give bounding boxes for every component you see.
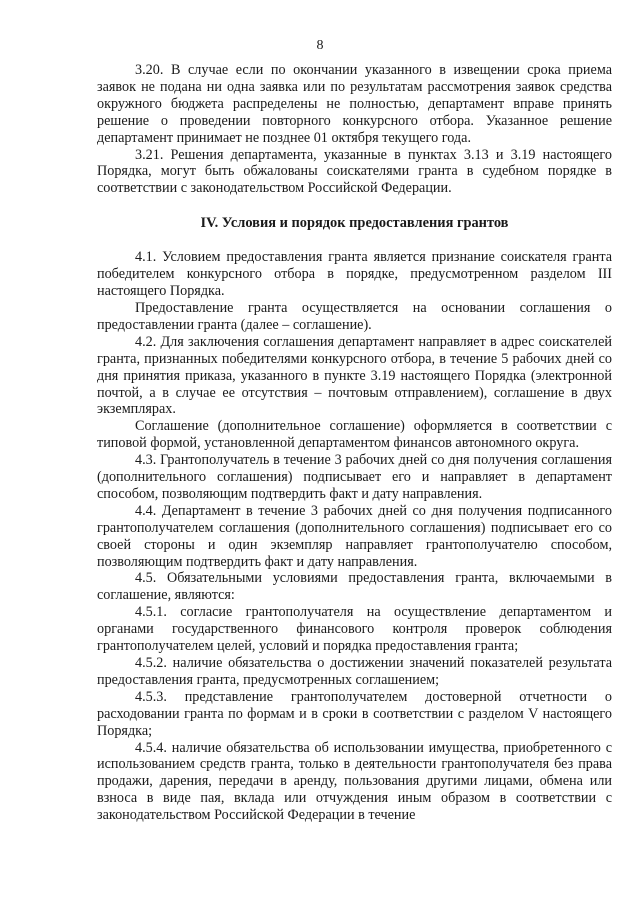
- paragraph-4-5-1: 4.5.1. согласие грантополучателя на осуществление департаментом и органами государственного финансового контроля проверок соблюдения грантополучателем целей, условий и порядка предоставления гранта;: [97, 604, 612, 655]
- document-body: [97, 62, 612, 824]
- section-heading: IV. Условия и порядок предоставления грантов: [200, 215, 509, 232]
- paragraph-4-2: 4.2. Для заключения соглашения департамент направляет в адрес соискателей гранта, признанных победителями конкурсного отбора, в течение 5 рабочих дней со дня принятия приказа, указанного в пункте 3.19 настоящего Порядка (электронной почтой, а в случае ее отсутствия – почтовым отправлением), соглашение в двух экземплярах.: [97, 333, 612, 418]
- paragraph-3-21: 3.21. Решения департамента, указанные в пунктах 3.13 и 3.19 настоящего Порядка, могут быть обжалованы соискателями гранта в судебном порядке в соответствии с законодательством Российской Федерации.: [97, 146, 612, 197]
- paragraph-4-1: 4.1. Условием предоставления гранта является признание соискателя гранта победителем конкурсного отбора в порядке, предусмотренном разделом III настоящего Порядка.: [97, 249, 612, 300]
- paragraph-4-2-form: Соглашение (дополнительное соглашение) оформляется в соответствии с типовой формой, установленной департаментом финансов автономного округа.: [97, 418, 612, 452]
- page-number: 8: [316, 38, 324, 53]
- paragraph-4-5-2: 4.5.2. наличие обязательства о достижении значений показателей результата предоставления гранта, предусмотренных соглашением;: [97, 655, 612, 688]
- paragraph-4-5: 4.5. Обязательными условиями предоставления гранта, включаемыми в соглашение, являются:: [97, 570, 612, 604]
- paragraph-4-5-3: 4.5.3. представление грантополучателем достоверной отчетности о расходовании гранта по формам и в сроки в соответствии с разделом V настоящего Порядка;: [97, 688, 612, 739]
- paragraph-4-5-4: 4.5.4. наличие обязательства об использовании имущества, приобретенного с использованием средств гранта, только в деятельности грантополучателя без права продажи, дарения, передачи в аренду, пользования другими лицами, обмена или взноса в виде пая, вклада или отчуждения иным образом в соответствии с законодательством Российской Федерации в течение: [97, 739, 612, 824]
- paragraph-4-4: 4.4. Департамент в течение 3 рабочих дней со дня получения подписанного грантополучателем соглашения (дополнительного соглашения) подписывает его со своей стороны и один экземпляр направляет грантополучателю способом, позволяющим подтвердить факт и дату направления.: [97, 502, 612, 570]
- paragraph-3-20: 3.20. В случае если по окончании указанного в извещении срока приема заявок не подана ни одна заявка или по результатам рассмотрения заявок средства окружного бюджета распределены не полностью, департамент вправе принять решение о проведении повторного конкурсного отбора. Указанное решение департамент принимает не позднее 01 октября текущего года.: [97, 62, 612, 146]
- paragraph-4-1-agreement: Предоставление гранта осуществляется на основании соглашения о предоставлении гранта (далее – соглашение).: [97, 299, 612, 333]
- paragraph-4-3: 4.3. Грантополучатель в течение 3 рабочих дней со дня получения соглашения (дополнительного соглашения) подписывает его и направляет в департамент способом, позволяющим подтвердить факт и дату направления.: [97, 452, 612, 502]
